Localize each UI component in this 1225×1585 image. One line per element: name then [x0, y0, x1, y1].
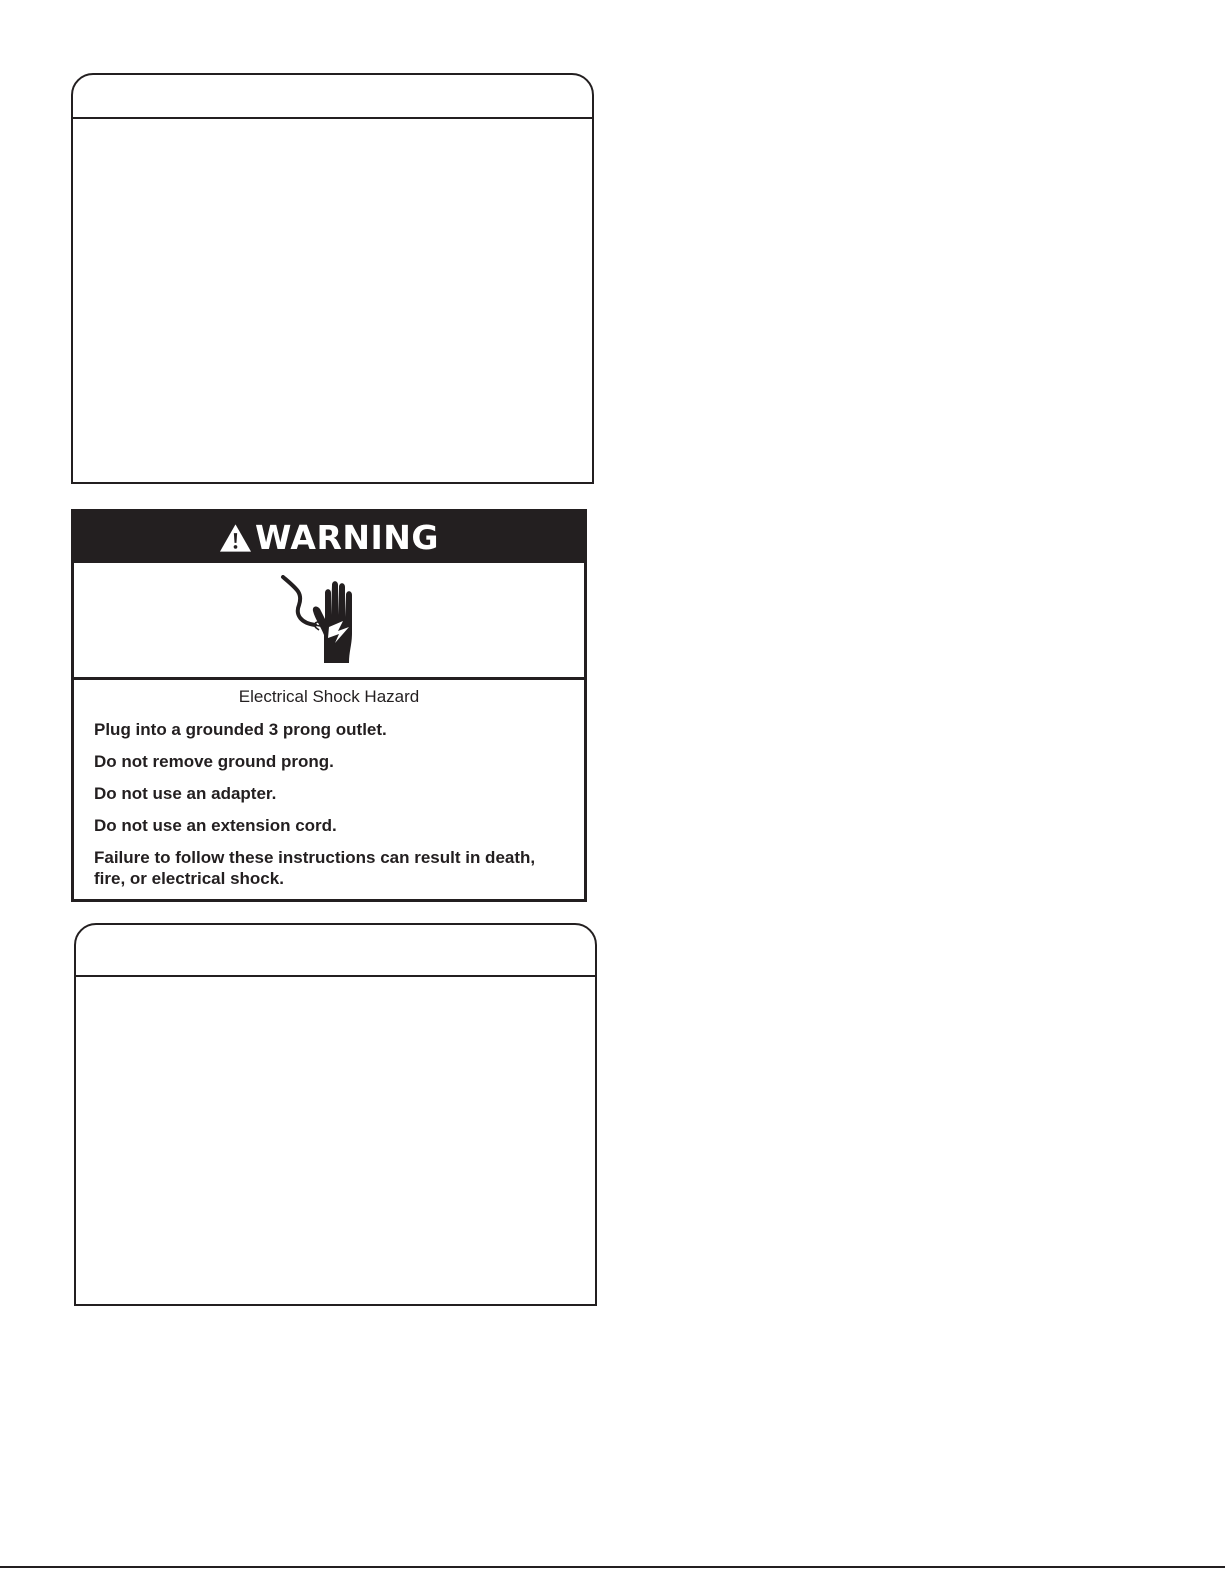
instruction-no-adapter: Do not use an adapter. — [94, 784, 277, 803]
electrical-shock-hand-icon — [279, 575, 379, 665]
warning-triangle-icon — [219, 523, 252, 553]
empty-tabbed-box-top — [71, 73, 594, 484]
box-edge-mark — [74, 977, 75, 1057]
signal-word: WARNING — [255, 518, 439, 557]
instruction-grounded-outlet: Plug into a grounded 3 prong outlet. — [94, 720, 387, 739]
instruction-ground-prong: Do not remove ground prong. — [94, 752, 334, 771]
instruction-no-extension-cord: Do not use an extension cord. — [94, 816, 337, 835]
tab-divider-line — [76, 975, 595, 977]
instruction-consequence: Failure to follow these instructions can result in death, fire, or electrical shock. — [94, 848, 536, 888]
empty-tabbed-box-bottom — [74, 923, 597, 1306]
warning-text-panel — [74, 680, 584, 889]
pictogram-panel — [74, 563, 584, 680]
hazard-title: Electrical Shock Hazard — [238, 687, 420, 706]
warning-header — [74, 512, 584, 563]
warning-label — [71, 509, 587, 902]
page-bottom-rule — [0, 1566, 1225, 1568]
tab-divider-line — [73, 117, 592, 119]
